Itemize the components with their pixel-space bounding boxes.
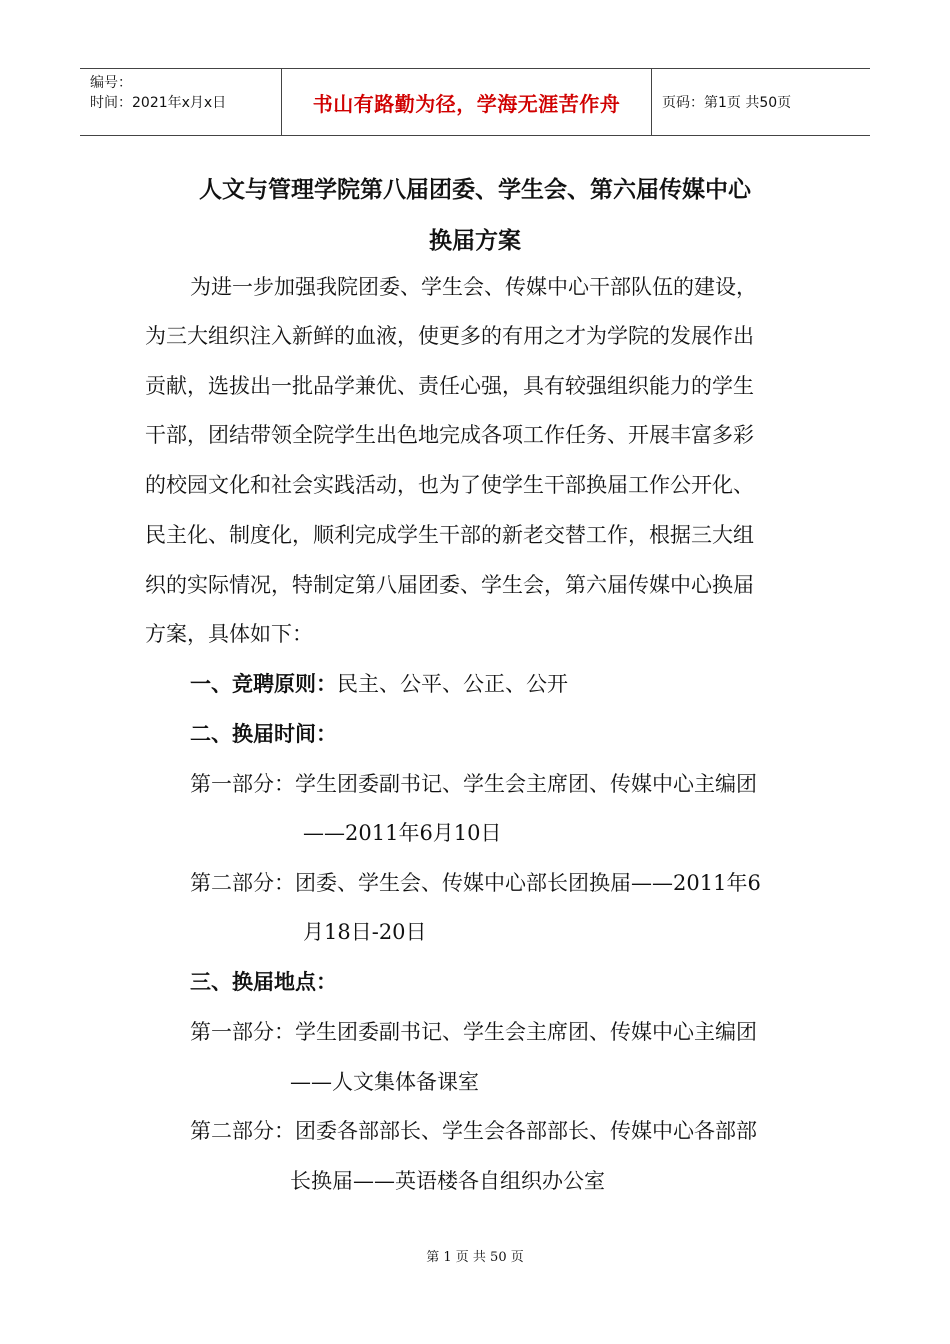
intro-line: 方案，具体如下：: [145, 622, 313, 646]
section-text: 民主、公平、公正、公开: [337, 672, 568, 696]
time-part2-line1: 第二部分：团委、学生会、传媒中心部长团换届——2011年6: [190, 871, 761, 895]
header-page-info: 页码：第1页 共50页: [662, 95, 792, 111]
motto-text: 书山有路勤为径，学海无涯苦作舟: [312, 91, 621, 116]
time-part1-line1: 第一部分：学生团委副书记、学生会主席团、传媒中心主编团: [190, 772, 757, 796]
document-header: [80, 68, 870, 136]
header-motto-cell: [282, 69, 652, 135]
place-part2-line1: 第二部分：团委各部部长、学生会各部部长、传媒中心各部部: [190, 1119, 757, 1143]
intro-line: 民主化、制度化，顺利完成学生干部的新老交替工作，根据三大组: [145, 523, 754, 547]
time-part2-line2: 月18日-20日: [303, 920, 427, 944]
intro-line: 织的实际情况，特制定第八届团委、学生会，第六届传媒中心换届: [145, 573, 754, 597]
place-part1-line1: 第一部分：学生团委副书记、学生会主席团、传媒中心主编团: [190, 1020, 757, 1044]
section-principle: [190, 668, 568, 698]
number-label: 编号：: [90, 75, 132, 91]
place-part1-line2: ——人文集体备课室: [290, 1070, 479, 1094]
section-heading: 三、换届地点：: [190, 970, 337, 994]
intro-line: 为进一步加强我院团委、学生会、传媒中心干部队伍的建设，: [190, 275, 757, 299]
document-title-line1: 人文与管理学院第八届团委、学生会、第六届传媒中心: [199, 177, 751, 203]
time-label: 时间：2021年x月x日: [90, 95, 227, 111]
section-heading: 二、换届时间：: [190, 722, 337, 746]
place-part2-line2: 长换届——英语楼各自组织办公室: [290, 1169, 605, 1193]
intro-line: 干部，团结带领全院学生出色地完成各项工作任务、开展丰富多彩: [145, 423, 754, 447]
section-heading: 一、竞聘原则：: [190, 672, 337, 696]
intro-line: 为三大组织注入新鲜的血液，使更多的有用之才为学院的发展作出: [145, 324, 754, 348]
document-title-line2: 换届方案: [429, 228, 521, 254]
intro-line: 的校园文化和社会实践活动，也为了使学生干部换届工作公开化、: [145, 473, 754, 497]
time-part1-line2: ——2011年6月10日: [303, 821, 502, 845]
header-meta: [80, 69, 282, 135]
page-footer: 第 1 页 共 50 页: [426, 1250, 524, 1265]
intro-line: 贡献，选拔出一批品学兼优、责任心强，具有较强组织能力的学生: [145, 374, 754, 398]
